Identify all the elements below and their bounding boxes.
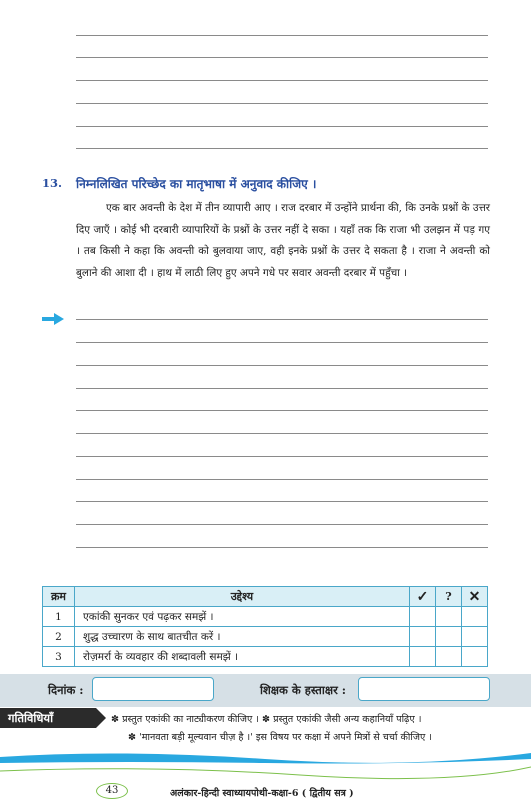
paragraph-text: एक बार अवन्ती के देश में तीन व्यापारी आए । राज दरबार में उन्होंने प्रार्थना की, कि उनके प्रश्नों के उत्तर दिए जाएँ । कोई भी दरबारी व्यापारियों के प्रश्नों के उत्तर नहीं दे सका । यहाँ तक कि राजा भी उलझन में पड़ गए । तब किसी ने कहा कि अवन्ती को बुलवाया जाए, वही इनके प्रश्नों के उत्तर दे सकता है । राजा ने अवन्ती को बुलाने की आशा दी । हाथ में लाठी लिए हुए अपने गधे पर सवार अवन्ती दरबार में पहुँचा । [76,202,490,279]
question-number: 13. [42,176,63,190]
check-cell[interactable] [410,607,436,627]
cross-cell[interactable] [462,607,488,627]
date-label: दिनांक : [48,683,84,697]
book-title: अलंकार-हिन्दी स्वाध्यायपोथी-कक्षा-6 ( द्वितीय सत्र ) [170,788,354,799]
question-cell[interactable] [436,627,462,647]
row-number: 3 [43,647,75,667]
header-question: ? [436,587,462,607]
table-header-row [43,587,488,607]
row-objective: एकांकी सुनकर एवं पढ़कर समझें । [75,607,410,627]
row-number: 2 [43,627,75,647]
writing-line[interactable] [76,103,488,104]
writing-line[interactable] [76,319,488,320]
writing-line[interactable] [76,342,488,343]
row-objective: शुद्ध उच्चारण के साथ बातचीत करें । [75,627,410,647]
writing-line[interactable] [76,456,488,457]
writing-line[interactable] [76,35,488,36]
activity-line-2: ✽ 'मानवता बड़ी मूल्यवान चीज़ है ।' इस विषय पर कक्षा में अपने मित्रों से चर्चा कीजिए । [128,732,432,743]
check-cell[interactable] [410,627,436,647]
header-serial: क्रम [43,587,75,607]
question-cell[interactable] [436,607,462,627]
objectives-table [42,586,488,667]
writing-line[interactable] [76,410,488,411]
activity-line-1: ✽ प्रस्तुत एकांकी का नाट्यीकरण कीजिए । ✽ प्रस्तुत एकांकी जैसी अन्य कहानियाँ पढ़िए । [111,714,422,725]
writing-line[interactable] [76,365,488,366]
page-number: 43 [96,783,128,799]
header-objective: उद्देश्य [75,587,410,607]
teacher-signature-field[interactable] [358,677,490,701]
cross-cell[interactable] [462,647,488,667]
writing-line[interactable] [76,501,488,502]
header-check: ✓ [410,587,436,607]
right-arrow-icon [42,312,64,326]
writing-line[interactable] [76,433,488,434]
question-paragraph [76,198,490,284]
activities-tag: गतिविधियाँ [0,708,96,728]
writing-line[interactable] [76,80,488,81]
header-cross: ✕ [462,587,488,607]
teacher-signature-label: शिक्षक के हस्ताक्षर : [260,683,347,697]
date-field[interactable] [92,677,214,701]
check-cell[interactable] [410,647,436,667]
question-cell[interactable] [436,647,462,667]
row-number: 1 [43,607,75,627]
writing-line[interactable] [76,57,488,58]
table-row [43,627,488,647]
question-title: निम्नलिखित परिच्छेद का मातृभाषा में अनुवाद कीजिए । [76,177,317,191]
cross-cell[interactable] [462,627,488,647]
row-objective: रोज़मर्रा के व्यवहार की शब्दावली समझें । [75,647,410,667]
writing-line[interactable] [76,547,488,548]
writing-line[interactable] [76,126,488,127]
writing-line[interactable] [76,524,488,525]
table-row [43,607,488,627]
writing-line[interactable] [76,479,488,480]
table-row [43,647,488,667]
writing-line[interactable] [76,388,488,389]
writing-line[interactable] [76,148,488,149]
